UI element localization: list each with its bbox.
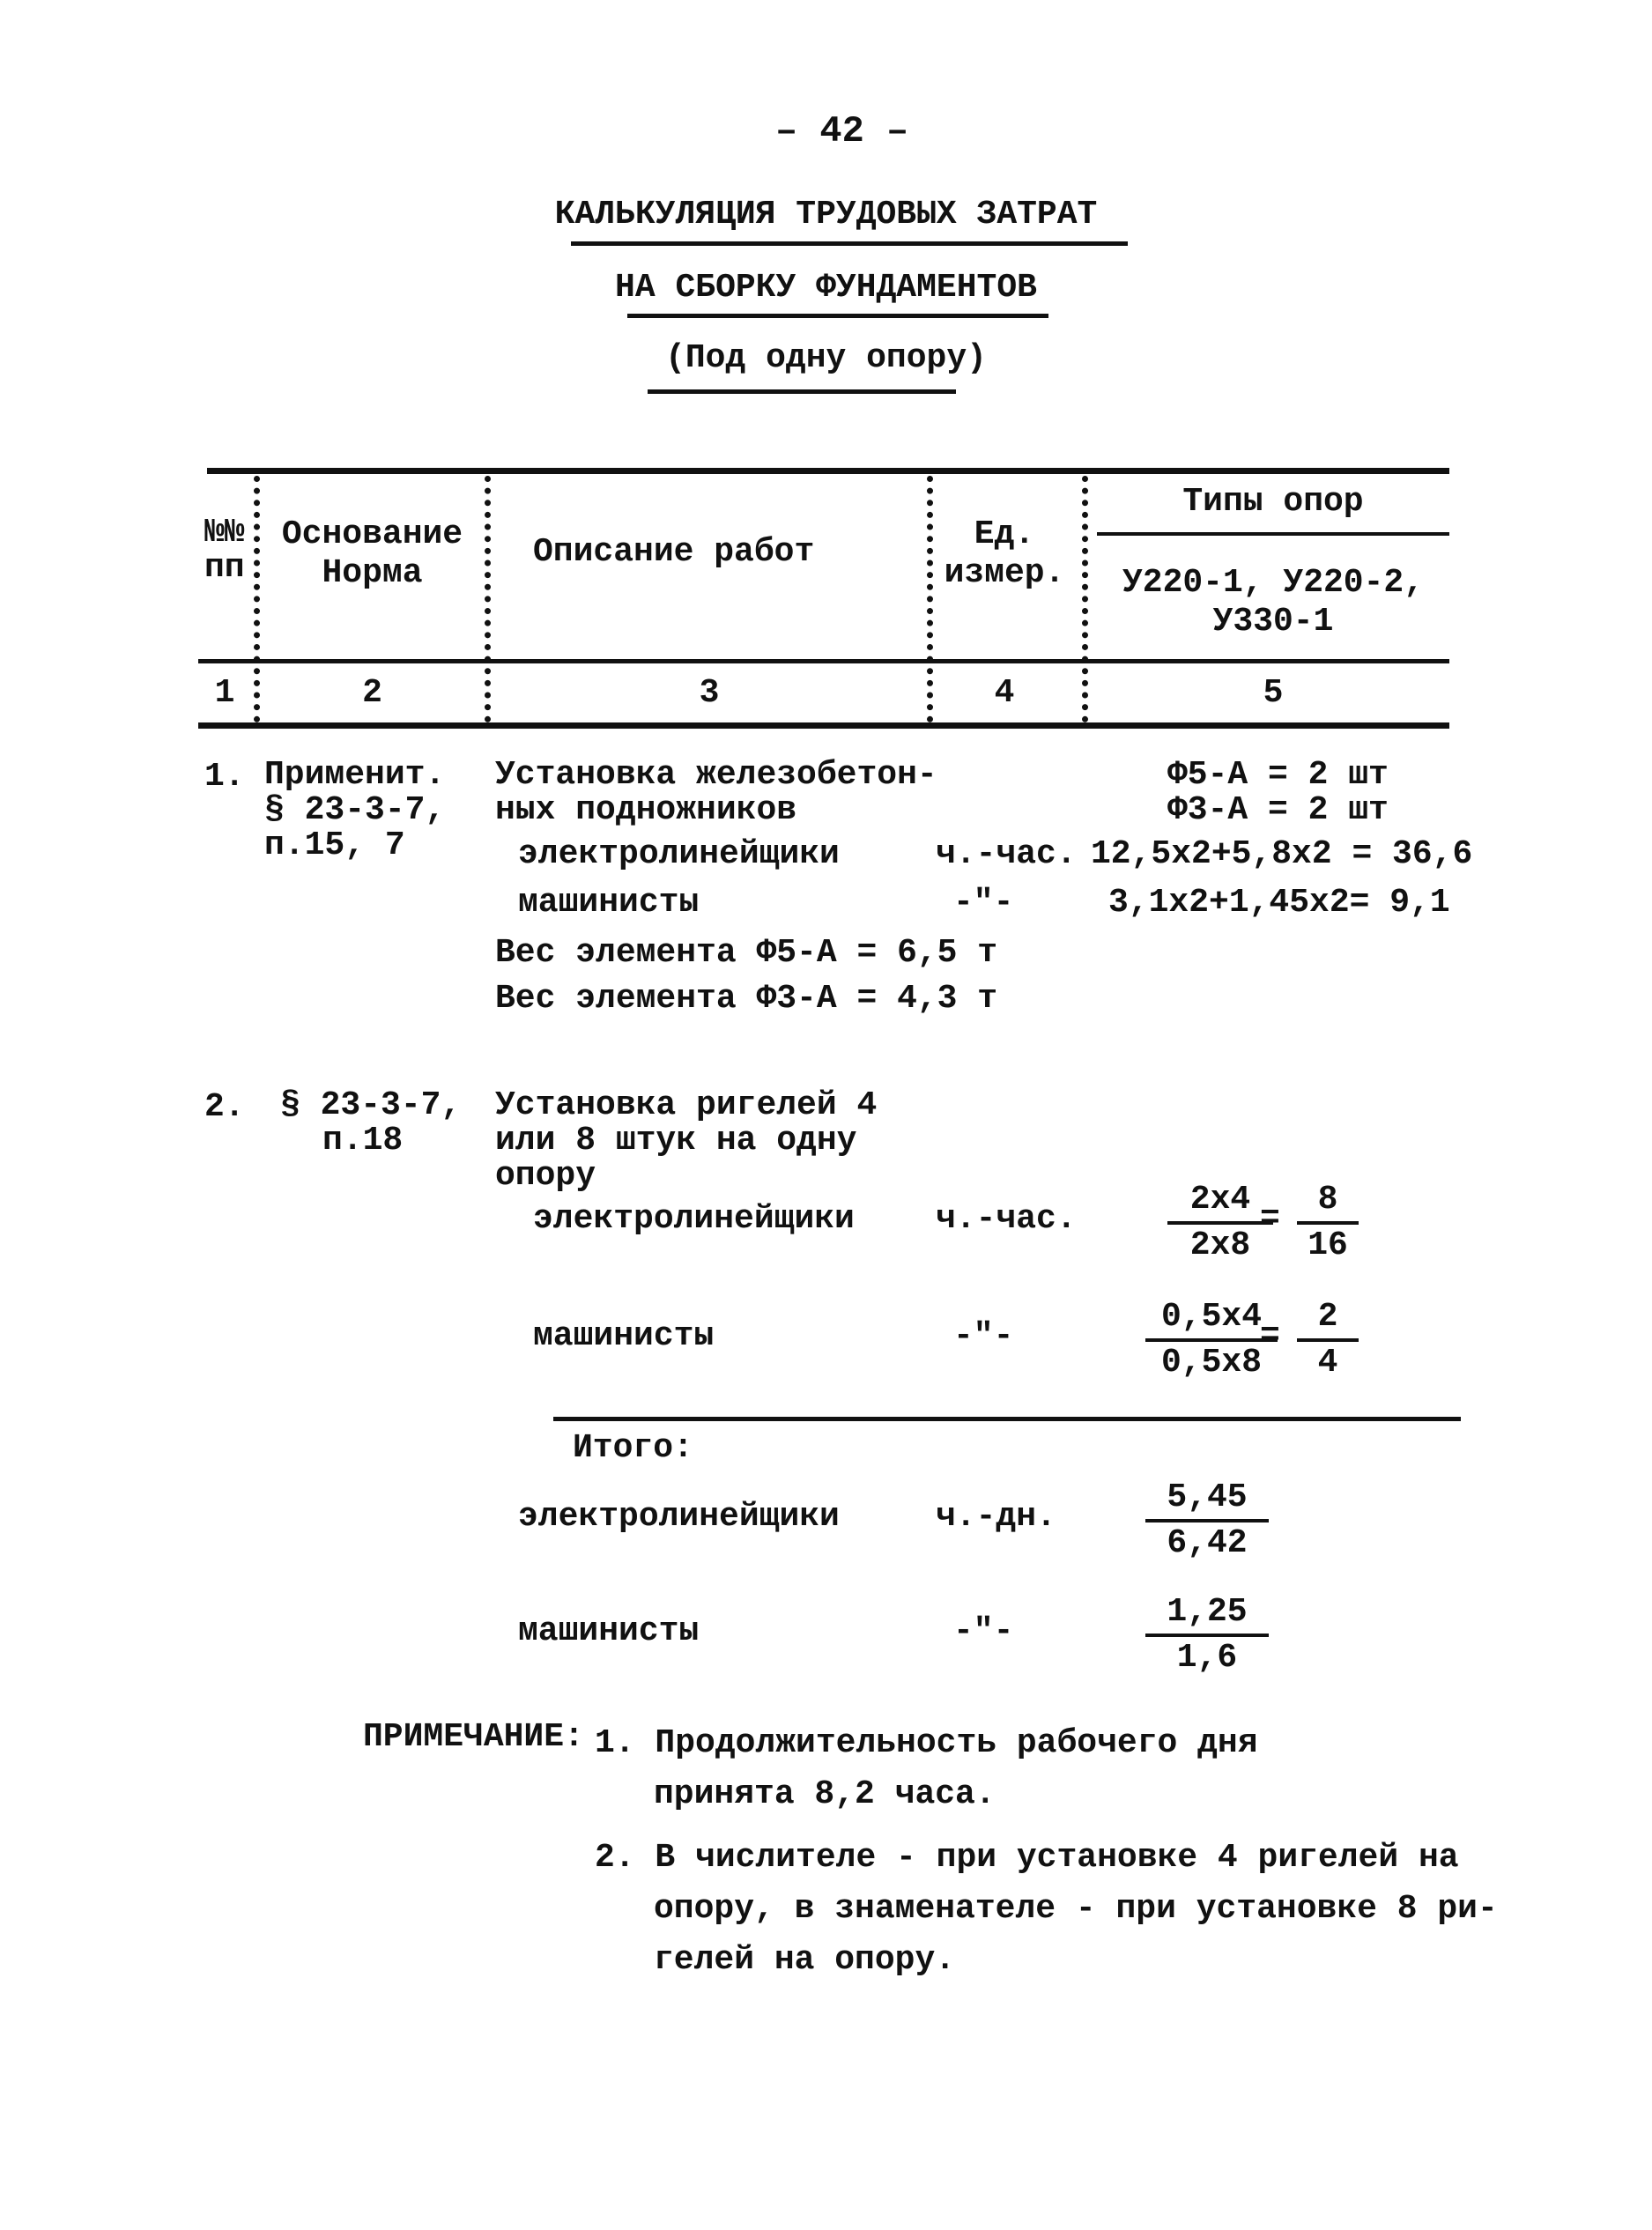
row1-quantity-line2: Ф3-А = 2 шт <box>1167 791 1389 829</box>
row1-description-line1: Установка железобетон- <box>495 756 937 794</box>
note-item-2 <box>595 1833 1498 1986</box>
header-col-types: Типы опор <box>1182 483 1364 521</box>
col-number-1: 1 <box>214 674 235 712</box>
total-rule <box>553 1417 1461 1421</box>
total-worker-2-fraction <box>1145 1593 1269 1678</box>
row2-description-line3: опору <box>495 1157 596 1195</box>
total-worker-1-denominator: 6,42 <box>1167 1524 1248 1562</box>
row2-worker-1-unit: ч.-час. <box>936 1200 1077 1238</box>
total-worker-2-name: машинисты <box>518 1612 700 1650</box>
row1-worker-1-name: электролинейщики <box>518 835 840 873</box>
row1-weight-1: Вес элемента Ф5-А = 6,5 т <box>495 934 998 972</box>
types-subheader-rule <box>1097 532 1449 536</box>
page-number: – 42 – <box>775 110 909 152</box>
row2-worker-2-equals: = <box>1260 1317 1280 1355</box>
row2-worker-2-result-denominator: 4 <box>1317 1344 1338 1382</box>
note-item-1-line2: принята 8,2 часа. <box>654 1775 996 1813</box>
row1-basis-line3: п.15, 7 <box>264 826 405 864</box>
row2-worker-2-result-numerator: 2 <box>1317 1298 1338 1336</box>
row2-worker-2-fraction <box>1145 1298 1278 1382</box>
row1-worker-1-unit: ч.-час. <box>936 835 1077 873</box>
note-item-1 <box>595 1718 1258 1820</box>
title-underline-2 <box>627 314 1048 318</box>
row2-basis-line2: п.18 <box>322 1122 404 1159</box>
row2-worker-1-denominator: 2х8 <box>1189 1226 1251 1264</box>
row2-number: 2. <box>204 1088 245 1126</box>
row2-worker-1-equals: = <box>1260 1200 1280 1238</box>
row2-description-line1: Установка ригелей 4 <box>495 1086 878 1124</box>
col-separator-1 <box>254 476 260 722</box>
row2-basis-line1: § 23-3-7, <box>280 1086 462 1124</box>
row1-worker-2-unit: -"- <box>953 884 1014 922</box>
note-item-2-line2: опору, в знаменателе - при установке 8 ри- <box>654 1890 1498 1928</box>
col-number-5: 5 <box>1263 674 1284 712</box>
note-item-2-line1: 2. В числителе - при установке 4 ригелей на <box>595 1839 1459 1877</box>
row1-worker-1-value: 12,5х2+5,8х2 = 36,6 <box>1091 835 1473 873</box>
numbers-bottom-rule <box>198 722 1449 729</box>
row2-worker-1-fraction <box>1167 1181 1273 1265</box>
row2-worker-1-result <box>1297 1181 1359 1265</box>
header-col-basis <box>264 515 480 593</box>
table-top-rule <box>207 468 1449 474</box>
title-underline-3 <box>648 389 956 394</box>
row2-worker-2-denominator: 0,5х8 <box>1160 1344 1263 1382</box>
row2-worker-1-name: электролинейщики <box>533 1200 855 1238</box>
total-worker-1-name: электролинейщики <box>518 1498 840 1536</box>
col-separator-2 <box>485 476 491 722</box>
header-col-types-line1: У220-1, У220-2, <box>1122 564 1425 602</box>
header-col-types-list <box>1097 564 1449 641</box>
row2-worker-1-result-numerator: 8 <box>1317 1181 1338 1219</box>
header-bottom-rule <box>198 659 1449 663</box>
row1-quantities <box>1167 758 1389 828</box>
total-worker-2-numerator: 1,25 <box>1167 1593 1248 1631</box>
note-item-2-line3: гелей на опору. <box>654 1941 956 1979</box>
row1-number: 1. <box>204 758 245 796</box>
row2-worker-2-result <box>1297 1298 1359 1382</box>
row1-worker-2-value: 3,1х2+1,45х2= 9,1 <box>1108 884 1450 922</box>
title-line-2-text: НА СБОРКУ ФУНДАМЕНТОВ <box>615 269 1037 307</box>
col-separator-4 <box>1082 476 1088 722</box>
row2-worker-2-numerator: 0,5х4 <box>1160 1298 1263 1336</box>
row1-basis-line2: § 23-3-7, <box>264 791 446 829</box>
total-label: Итого: <box>573 1429 693 1467</box>
total-worker-1-fraction <box>1145 1478 1269 1563</box>
header-col-description: Описание работ <box>533 533 815 571</box>
title-underline-1 <box>571 241 1128 246</box>
row1-quantity-line1: Ф5-А = 2 шт <box>1167 756 1389 794</box>
row1-weight-2: Вес элемента Ф3-А = 4,3 т <box>495 980 998 1018</box>
header-col-unit-line2: измер. <box>944 554 1065 592</box>
row1-basis <box>264 758 445 863</box>
title-line-3-text: (Под одну опору) <box>665 339 987 377</box>
row1-basis-line1: Применит. <box>264 756 446 794</box>
note-item-1-line1: 1. Продолжительность рабочего дня <box>595 1724 1258 1762</box>
row1-description <box>495 758 937 828</box>
header-col-unit <box>934 515 1075 593</box>
row2-worker-1-numerator: 2х4 <box>1189 1181 1251 1219</box>
note-label: ПРИМЕЧАНИЕ: <box>363 1718 584 1756</box>
header-col-types-line2: У330-1 <box>1212 603 1334 641</box>
row2-worker-2-name: машинисты <box>533 1317 715 1355</box>
total-worker-1-unit: ч.-дн. <box>936 1498 1056 1536</box>
header-col-basis-line1: Основание <box>281 515 463 553</box>
title-line-1 <box>0 196 1652 233</box>
header-col-basis-line2: Норма <box>322 554 423 592</box>
row2-worker-2-unit: -"- <box>953 1317 1014 1355</box>
row2-basis <box>280 1088 461 1159</box>
col-number-2: 2 <box>362 674 382 712</box>
row2-description <box>495 1088 877 1194</box>
col-number-4: 4 <box>994 674 1015 712</box>
col-separator-3 <box>927 476 933 722</box>
total-worker-1-numerator: 5,45 <box>1167 1478 1248 1516</box>
title-line-3 <box>0 339 1652 377</box>
title-line-2 <box>0 269 1652 307</box>
header-col-number: №№ пп <box>204 514 245 587</box>
row2-worker-1-result-denominator: 16 <box>1308 1226 1348 1264</box>
row2-description-line2: или 8 штук на одну <box>495 1122 857 1159</box>
col-number-3: 3 <box>699 674 720 712</box>
total-worker-2-unit: -"- <box>953 1612 1014 1650</box>
header-col-unit-line1: Ед. <box>974 515 1035 553</box>
row1-description-line2: ных подножников <box>495 791 797 829</box>
total-worker-2-denominator: 1,6 <box>1176 1639 1238 1677</box>
title-line-1-text: КАЛЬКУЛЯЦИЯ ТРУДОВЫХ ЗАТРАТ <box>554 196 1098 233</box>
row1-worker-2-name: машинисты <box>518 884 700 922</box>
